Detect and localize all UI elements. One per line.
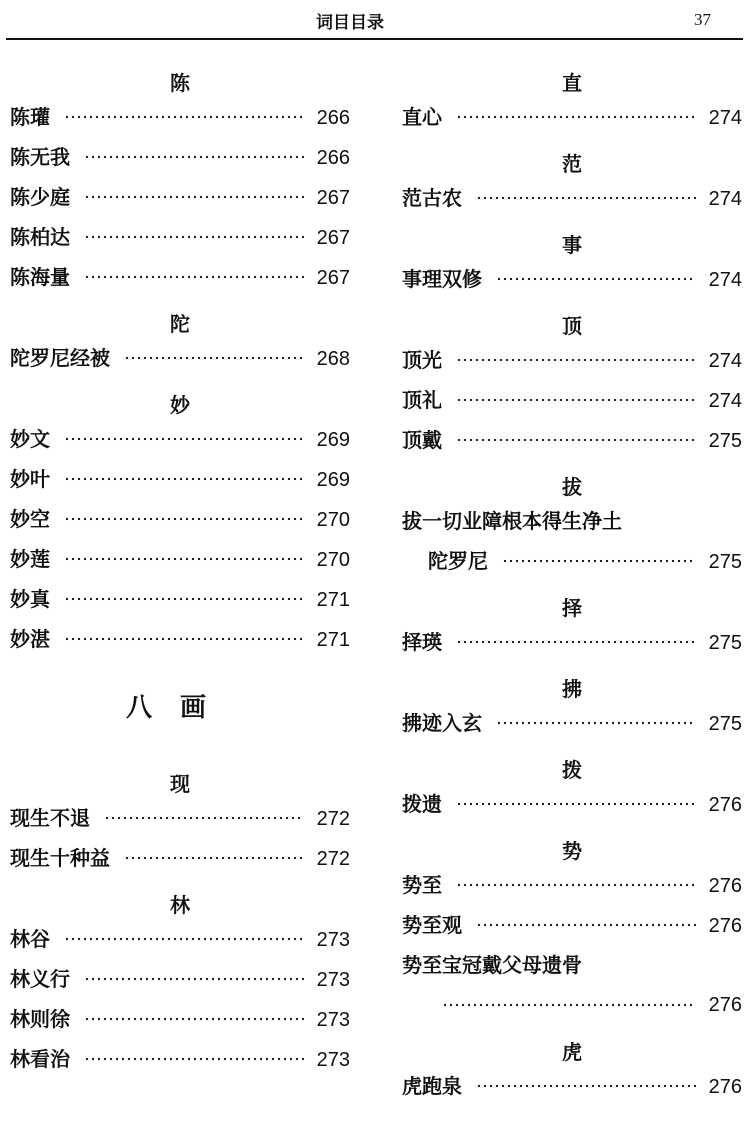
entry-term: 妙真 — [10, 587, 50, 611]
entry-term: 范古农 — [402, 186, 462, 210]
index-entry — [402, 178, 742, 218]
entry-term: 林谷 — [10, 927, 50, 951]
group-head-hu: 虎 — [562, 1040, 582, 1064]
entry-page: 274 — [708, 350, 742, 372]
entry-page: 274 — [708, 390, 742, 412]
index-entry — [10, 338, 350, 378]
index-entry — [402, 703, 742, 743]
leader-dots — [64, 554, 304, 564]
index-entry — [10, 999, 350, 1039]
index-entry — [10, 97, 350, 137]
left-column — [10, 56, 350, 1079]
leader-dots — [84, 974, 304, 984]
index-entry — [10, 137, 350, 177]
entry-page: 268 — [316, 348, 350, 370]
index-entry — [402, 1066, 742, 1106]
entry-term: 虎跑泉 — [402, 1074, 462, 1098]
index-entry — [10, 838, 350, 878]
index-entry — [10, 177, 350, 217]
entry-page: 273 — [316, 1009, 350, 1031]
leader-dots — [64, 474, 304, 484]
entry-page: 269 — [316, 469, 350, 491]
index-entry — [402, 865, 742, 905]
leader-dots — [456, 799, 696, 809]
leader-dots — [496, 274, 696, 284]
entry-term: 陈海量 — [10, 265, 70, 289]
entry-term: 陀罗尼 — [428, 549, 488, 573]
entry-term: 顶光 — [402, 348, 442, 372]
index-entry — [402, 784, 742, 824]
group-head-bo: 拨 — [562, 758, 582, 782]
index-entry — [402, 380, 742, 420]
entry-page: 274 — [708, 188, 742, 210]
entry-term: 妙空 — [10, 507, 50, 531]
index-entry — [402, 905, 742, 945]
leader-dots — [456, 880, 696, 890]
index-entry — [10, 1039, 350, 1079]
leader-dots — [476, 1081, 696, 1091]
leader-dots — [84, 232, 304, 242]
group-head-miao: 妙 — [170, 393, 190, 417]
leader-dots — [456, 112, 696, 122]
entry-page: 272 — [316, 848, 350, 870]
leader-dots — [84, 1014, 304, 1024]
leader-dots — [456, 395, 696, 405]
leader-dots — [84, 272, 304, 282]
group-head-zhi: 直 — [562, 71, 582, 95]
group-head-fan: 范 — [562, 152, 582, 176]
leader-dots — [64, 634, 304, 644]
index-entry-continued — [402, 985, 742, 1025]
entry-page: 275 — [708, 713, 742, 735]
entry-term: 顶戴 — [402, 428, 442, 452]
entry-term: 陈少庭 — [10, 185, 70, 209]
index-entry — [402, 259, 742, 299]
entry-term: 陈瓘 — [10, 105, 50, 129]
group-head-shi: 事 — [562, 233, 582, 257]
entry-term: 势至观 — [402, 913, 462, 937]
entry-page: 274 — [708, 107, 742, 129]
index-entry — [10, 459, 350, 499]
entry-term: 妙湛 — [10, 627, 50, 651]
entry-term: 林义行 — [10, 967, 70, 991]
entry-page: 270 — [316, 509, 350, 531]
entry-term: 拨遗 — [402, 792, 442, 816]
entry-page: 271 — [316, 629, 350, 651]
leader-dots — [64, 594, 304, 604]
leader-dots — [496, 718, 696, 728]
entry-term: 择瑛 — [402, 630, 442, 654]
entry-page: 270 — [316, 549, 350, 571]
entry-page: 275 — [708, 551, 742, 573]
index-entry — [402, 420, 742, 460]
entry-term: 拂迹入玄 — [402, 711, 482, 735]
group-head-lin: 林 — [170, 893, 190, 917]
index-entry — [10, 959, 350, 999]
index-entry — [10, 217, 350, 257]
leader-dots — [84, 1054, 304, 1064]
entry-page: 266 — [316, 107, 350, 129]
entry-term: 事理双修 — [402, 267, 482, 291]
entry-page: 272 — [316, 808, 350, 830]
entry-page: 276 — [708, 994, 742, 1016]
header-rule — [6, 38, 743, 40]
entry-page: 276 — [708, 794, 742, 816]
group-head-ze: 择 — [562, 596, 582, 620]
index-entry — [10, 539, 350, 579]
entry-page: 273 — [316, 929, 350, 951]
leader-dots — [64, 514, 304, 524]
index-entry — [10, 419, 350, 459]
leader-dots — [124, 853, 304, 863]
leader-dots — [456, 355, 696, 365]
entry-term: 现生不退 — [10, 806, 90, 830]
leader-dots — [64, 434, 304, 444]
right-column — [402, 56, 742, 1106]
entry-page: 267 — [316, 187, 350, 209]
leader-dots — [124, 353, 304, 363]
leader-dots — [456, 435, 696, 445]
leader-dots — [64, 934, 304, 944]
entry-page: 273 — [316, 969, 350, 991]
group-head-tuo: 陀 — [170, 312, 190, 336]
entry-term: 妙叶 — [10, 467, 50, 491]
index-entry — [10, 919, 350, 959]
entry-term: 现生十种益 — [10, 846, 110, 870]
entry-term: 林则徐 — [10, 1007, 70, 1031]
entry-page: 267 — [316, 267, 350, 289]
leader-dots — [104, 813, 304, 823]
entry-page: 266 — [316, 147, 350, 169]
group-head-fu: 拂 — [562, 677, 582, 701]
entry-page: 273 — [316, 1049, 350, 1071]
leader-dots — [84, 192, 304, 202]
index-entry — [10, 499, 350, 539]
entry-page: 275 — [708, 632, 742, 654]
entry-term: 直心 — [402, 105, 442, 129]
index-entry — [402, 622, 742, 662]
entry-page: 269 — [316, 429, 350, 451]
entry-page: 276 — [708, 1076, 742, 1098]
group-head-ba: 拔 — [562, 475, 582, 499]
entry-page: 275 — [708, 430, 742, 452]
group-head-shi-zhi: 势 — [562, 839, 582, 863]
entry-term: 妙文 — [10, 427, 50, 451]
index-entry — [10, 619, 350, 659]
index-entry-continued — [402, 541, 742, 581]
entry-term: 陀罗尼经被 — [10, 346, 110, 370]
group-head-ding: 顶 — [562, 314, 582, 338]
leader-dots — [84, 152, 304, 162]
index-entry — [10, 257, 350, 297]
group-head-xian: 现 — [170, 772, 190, 796]
entry-page: 271 — [316, 589, 350, 611]
stroke-count-heading: 八画 — [125, 693, 234, 723]
index-entry — [402, 340, 742, 380]
leader-dots — [456, 637, 696, 647]
group-head-chen: 陈 — [170, 71, 190, 95]
entry-term: 势至 — [402, 873, 442, 897]
entry-term-line: 拔一切业障根本得生净土 — [402, 509, 622, 533]
entry-page: 267 — [316, 227, 350, 249]
index-entry — [10, 579, 350, 619]
entry-term: 陈无我 — [10, 145, 70, 169]
index-entry — [402, 97, 742, 137]
entry-term-line: 势至宝冠戴父母遗骨 — [402, 953, 582, 977]
leader-dots — [476, 920, 696, 930]
entry-page: 274 — [708, 269, 742, 291]
leader-dots — [442, 1000, 696, 1010]
running-header-title: 词目目录 — [316, 13, 384, 33]
entry-page: 276 — [708, 915, 742, 937]
entry-term: 妙莲 — [10, 547, 50, 571]
entry-term: 林看治 — [10, 1047, 70, 1071]
leader-dots — [502, 556, 696, 566]
leader-dots — [64, 112, 304, 122]
entry-page: 276 — [708, 875, 742, 897]
entry-term: 顶礼 — [402, 388, 442, 412]
leader-dots — [476, 193, 696, 203]
entry-term: 陈柏达 — [10, 225, 70, 249]
page-number: 37 — [694, 10, 711, 29]
index-entry — [10, 798, 350, 838]
